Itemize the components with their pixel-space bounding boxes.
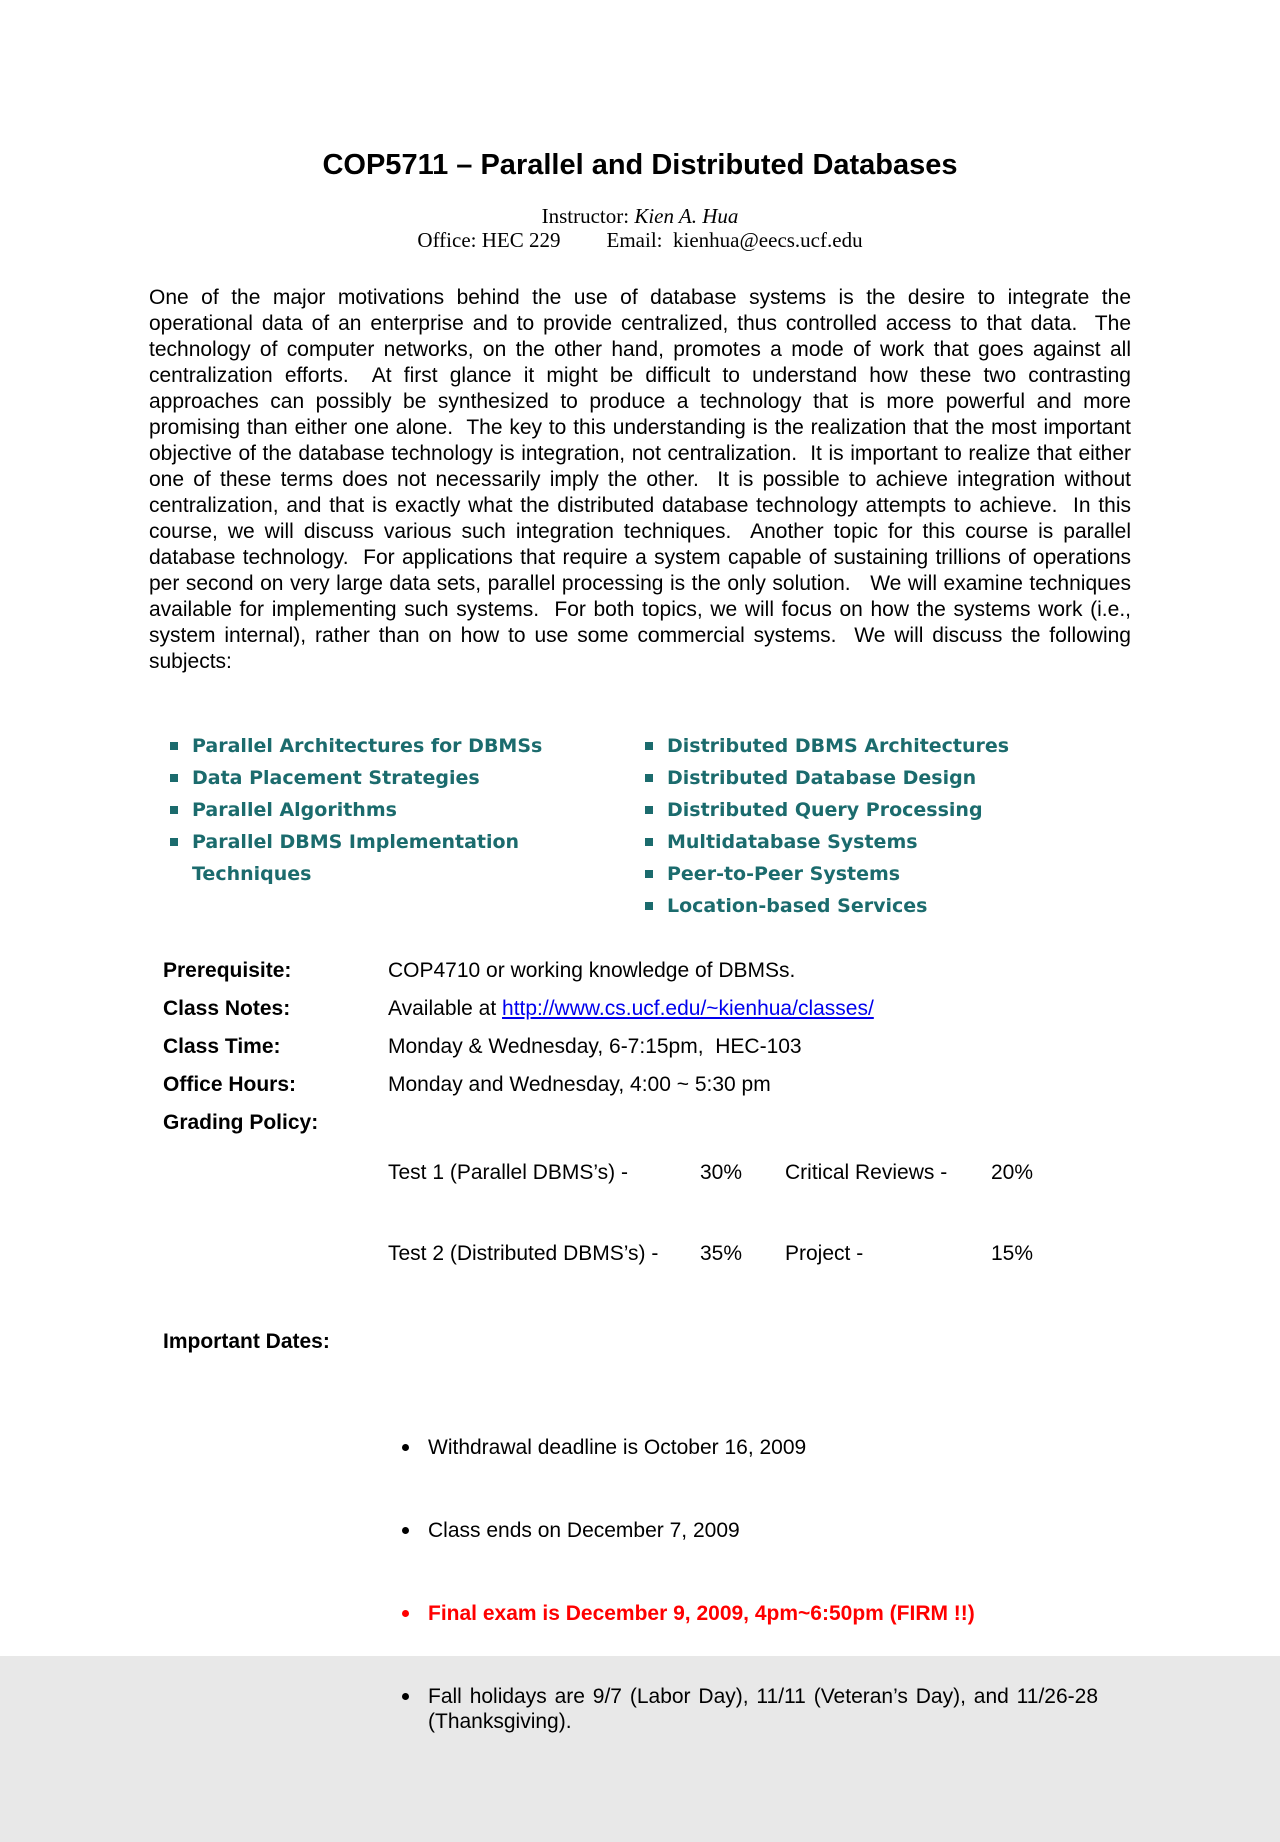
topic-item: Location-based Services	[645, 890, 1045, 922]
date-item	[388, 1684, 1104, 1734]
topic-item: Data Placement Strategies	[170, 762, 645, 794]
detail-row-prerequisite	[163, 958, 1280, 983]
class-time-value: Monday & Wednesday, 6-7:15pm, HEC-103	[388, 1035, 802, 1058]
detail-row-grading-policy	[163, 1110, 1280, 1316]
grading-item: Project -	[785, 1242, 864, 1265]
grading-policy-value	[388, 1110, 1051, 1316]
office-hours-value: Monday and Wednesday, 4:00 ~ 5:30 pm	[388, 1073, 771, 1096]
topic-item: Parallel DBMS Implementation Techniques	[170, 826, 645, 890]
office-hours-label: Office Hours:	[163, 1073, 297, 1096]
email-text: Email: kienhua@eecs.ucf.edu	[606, 228, 863, 252]
details-section	[163, 958, 1280, 1842]
page-title: COP5711 – Parallel and Distributed Databases	[322, 149, 958, 181]
grading-item: Test 2 (Distributed DBMS’s) -	[388, 1242, 659, 1265]
grading-percent: 35%	[700, 1242, 743, 1265]
date-item	[388, 1435, 1098, 1460]
class-notes-label: Class Notes:	[163, 997, 291, 1020]
grading-percent: 30%	[700, 1161, 743, 1184]
grading-row	[388, 1241, 1051, 1266]
date-text: Fall holidays are 9/7 (Labor Day), 11/11 (Veteran’s Day), and 11/26-28 (Thanksgiving).	[428, 1685, 1104, 1733]
byline-group	[0, 204, 1280, 252]
office-text: Office: HEC 229	[417, 228, 561, 252]
prerequisite-value: COP4710 or working knowledge of DBMSs.	[388, 959, 796, 982]
detail-row-important-dates	[163, 1329, 1280, 1842]
office-email-line	[0, 228, 1280, 252]
date-text: Final exam is December 9, 2009, 4pm~6:50pm (FIRM !!)	[428, 1602, 975, 1625]
topic-item: Parallel Architectures for DBMSs	[170, 730, 645, 762]
important-dates-label: Important Dates:	[163, 1330, 330, 1353]
grading-percent: 20%	[991, 1161, 1034, 1184]
instructor-name: Kien A. Hua	[634, 204, 739, 228]
intro-paragraph: One of the major motivations behind the use of database systems is the desire to integrate the operational data of an enterprise and to provide centralized, thus controlled access to that data. The technology of computer networks, on the other hand, promotes a mode of work that goes against all centralization efforts. At first glance it might be difficult to understand how these two contrasting approaches can possibly be synthesized to produce a technology that is more powerful and more promising than either one alone. The key to this understanding is the realization that the most important objective of the database technology is integration, not centralization. It is important to realize that either one of these terms does not necessarily imply the other. It is possible to achieve integration without centralization, and that is exactly what the distributed database technology attempts to achieve. In this course, we will discuss various such integration techniques. Another topic for this course is parallel database technology. For applications that require a system capable of sustaining trillions of operations per second on very large data sets, parallel processing is the only solution. We will examine techniques available for implementing such systems. For both topics, we will focus on how the systems work (i.e., system internal), rather than on how to use some commercial systems. We will discuss the following subjects:	[149, 286, 1137, 673]
topics-right-column	[645, 730, 1045, 922]
class-notes-prefix: Available at	[388, 997, 503, 1020]
detail-row-class-time	[163, 1034, 1280, 1059]
date-text: Withdrawal deadline is October 16, 2009	[428, 1436, 807, 1459]
topics-left-column	[170, 730, 645, 922]
grading-item: Test 1 (Parallel DBMS’s) -	[388, 1161, 629, 1184]
grading-policy-label: Grading Policy:	[163, 1111, 319, 1134]
class-time-label: Class Time:	[163, 1035, 281, 1058]
topics-section	[170, 730, 1280, 922]
topic-item: Multidatabase Systems	[645, 826, 1045, 858]
instructor-line	[0, 204, 1280, 228]
class-notes-link[interactable]: http://www.cs.ucf.edu/~kienhua/classes/	[502, 997, 874, 1020]
grading-row	[388, 1160, 1051, 1185]
topic-item: Distributed Database Design	[645, 762, 1045, 794]
date-item-final-exam-alert	[388, 1601, 1098, 1626]
date-item	[388, 1518, 1098, 1543]
important-dates-list	[388, 1385, 1104, 1792]
detail-row-office-hours	[163, 1072, 1280, 1097]
date-text: Class ends on December 7, 2009	[428, 1519, 740, 1542]
instructor-label: Instructor:	[541, 204, 635, 228]
prerequisite-label: Prerequisite:	[163, 959, 292, 982]
topic-item: Parallel Algorithms	[170, 794, 645, 826]
topic-item: Distributed Query Processing	[645, 794, 1045, 826]
class-notes-value	[388, 996, 874, 1021]
grading-item: Critical Reviews -	[785, 1161, 948, 1184]
grading-percent: 15%	[991, 1242, 1034, 1265]
important-dates-value	[388, 1329, 1104, 1842]
detail-row-class-notes	[163, 996, 1280, 1021]
topic-item: Distributed DBMS Architectures	[645, 730, 1045, 762]
topic-item: Peer-to-Peer Systems	[645, 858, 1045, 890]
